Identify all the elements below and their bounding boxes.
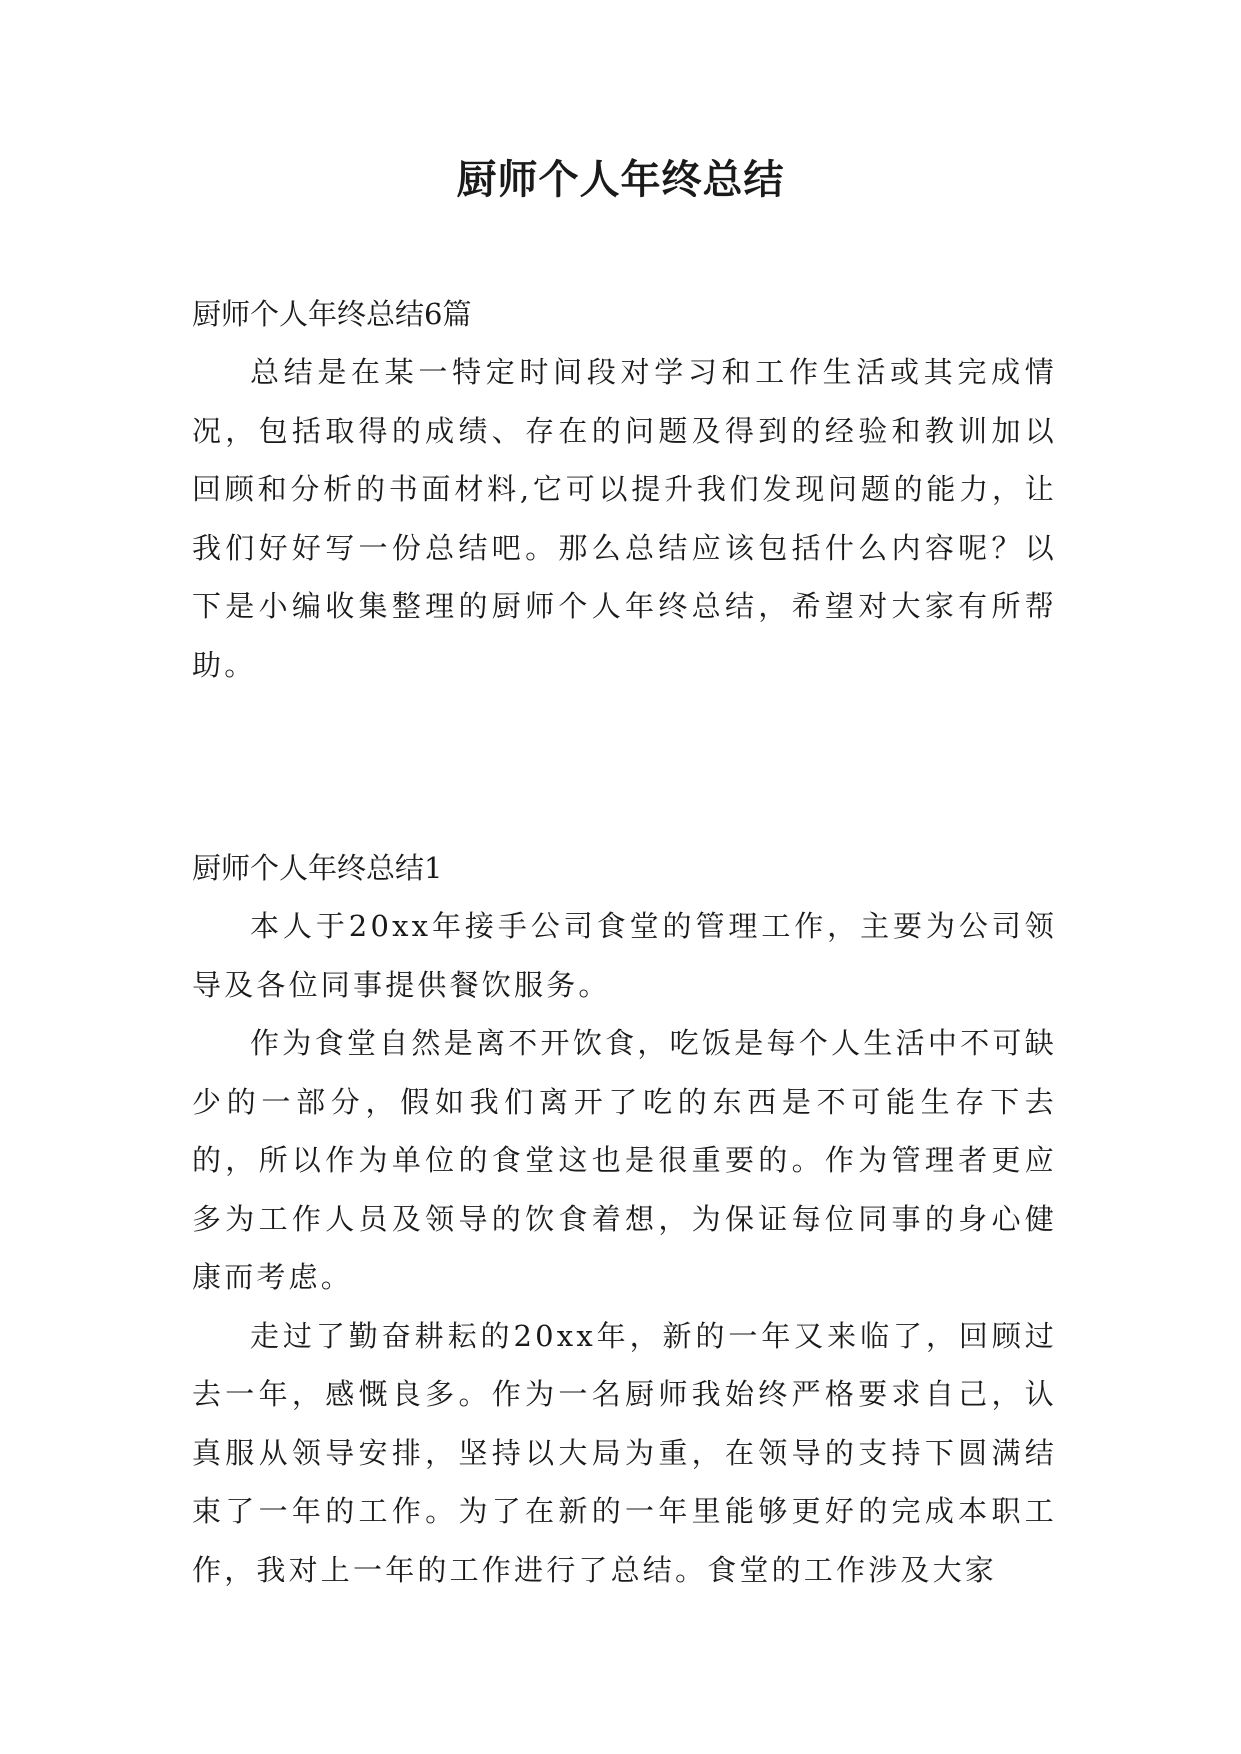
section-1-paragraph: 走过了勤奋耕耘的20xx年，新的一年又来临了，回顾过去一年，感慨良多。作为一名厨师我始终严格要求自己，认真服从领导安排，坚持以大局为重，在领导的支持下圆满结束了一年的工作。为了在新的一年里能够更好的完成本职工作，我对上一年的工作进行了总结。食堂的工作涉及大家	[192, 1318, 1057, 1587]
section-1-paragraph: 作为食堂自然是离不开饮食，吃饭是每个人生活中不可缺少的一部分，假如我们离开了吃的东西是不可能生存下去的，所以作为单位的食堂这也是很重要的。作为管理者更应多为工作人员及领导的饮食着想，为保证每位同事的身心健康而考虑。	[192, 1026, 1057, 1294]
section-spacer	[192, 694, 1057, 839]
document-body	[192, 285, 1057, 1599]
section-1-paragraph: 本人于20xx年接手公司食堂的管理工作，主要为公司领导及各位同事提供餐饮服务。	[192, 909, 1057, 1002]
intro-heading: 厨师个人年终总结6篇	[192, 297, 472, 331]
section-1-heading: 厨师个人年终总结1	[192, 851, 443, 885]
document-title: 厨师个人年终总结	[456, 156, 785, 203]
intro-paragraph: 总结是在某一特定时间段对学习和工作生活或其完成情况，包括取得的成绩、存在的问题及得到的经验和教训加以回顾和分析的书面材料,它可以提升我们发现问题的能力，让我们好好写一份总结吧。那么总结应该包括什么内容呢？以下是小编收集整理的厨师个人年终总结，希望对大家有所帮助。	[192, 355, 1057, 682]
